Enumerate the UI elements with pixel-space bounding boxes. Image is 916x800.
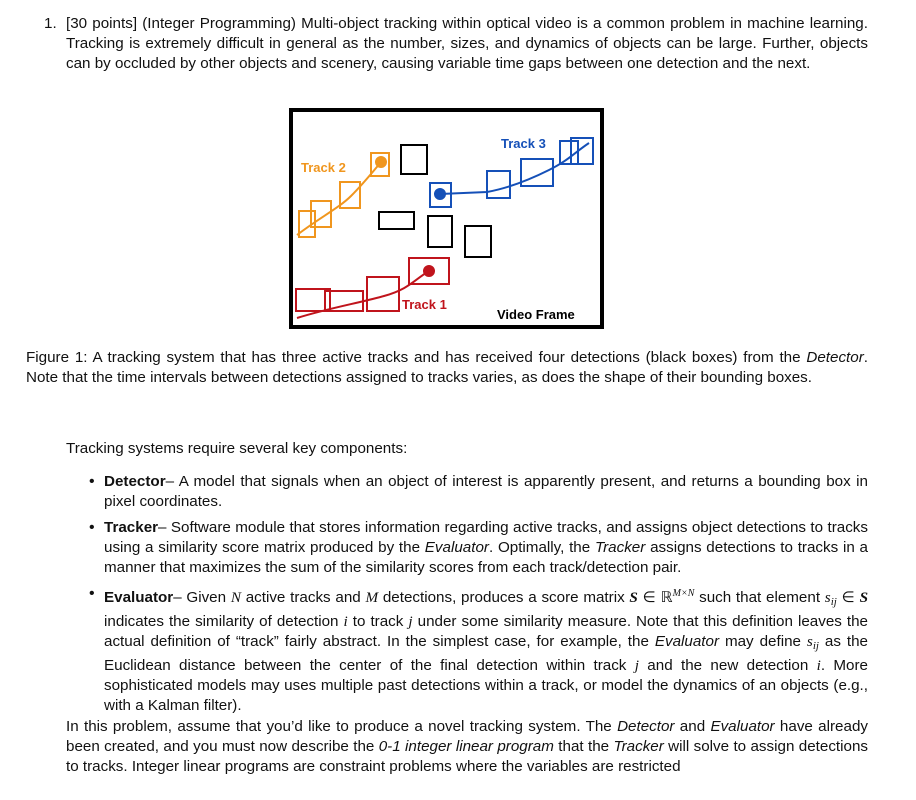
track-1-label: Track 1 (402, 297, 447, 312)
question-points: [30 points] (66, 15, 138, 32)
track-3-head (435, 189, 445, 199)
list-item-tracker: • Tracker– Software module that stores information regarding active tracks, and assigns object detections to tracks using a similarity score matrix produced by the Evaluator. Optimally, the Tracker assigns detections to tracks in a manner that maximizes the sum of the similarity scores from each track/detection pair. (104, 518, 868, 578)
video-frame-border (291, 110, 602, 327)
figure-caption: Figure 1: A tracking system that has three active tracks and has received four detections (black boxes) from the Detector. Note that the time intervals between detections assigned to tracks varies, as does the shape of their bounding boxes. (26, 349, 868, 386)
components-list (104, 472, 868, 722)
question-intro (66, 14, 868, 74)
track-2-label: Track 2 (301, 160, 346, 175)
list-item-evaluator: • Evaluator– Given N active tracks and M detections, produces a score matrix S ∈ ℝ$^{M\times N}$ such that element $s_{ij}$ ∈ S indicates the similarity of detection i to track j under some similarity measure. Note that this definition leaves the actual definition of “track” fairly abstract. In the simplest case, for example, the Evaluator may define $s_{ij}$ as the Euclidean distance between the center of the final detection within track j and the new detection i. More sophisticated models may uses multiple past detections within a track, or model the dynamics of an objects (e.g., with a Kalman filter). (104, 584, 868, 716)
components-intro: Tracking systems require several key components: (66, 440, 408, 457)
list-item-detector: • Detector– A model that signals when an object of interest is apparently present, and returns a bounding box in pixel coordinates. (104, 472, 868, 512)
question-topic: (Integer Programming) (142, 15, 296, 32)
question-number: 1. (44, 15, 57, 32)
video-frame-label: Video Frame (497, 307, 575, 322)
track-3-label: Track 3 (501, 136, 546, 151)
track-1-head (424, 266, 434, 276)
problem-statement: In this problem, assume that you’d like to produce a novel tracking system. The Detector and Evaluator have already been created, and you must now describe the 0-1 integer linear program that the Tracker will solve to assign detections to tracks. Integer linear programs are constraint problems where the variables are restricted (66, 718, 868, 775)
tracking-figure (289, 108, 604, 329)
question-intro-text: Multi-object tracking within optical video is a common problem in machine learning. Tracking is extremely difficult in general as the number, sizes, and dynamics of objects can be large. Further, objects can by occluded by other objects and scenery, causing variable time gaps between one detection and the next. (66, 15, 868, 72)
track-2-head (376, 157, 386, 167)
